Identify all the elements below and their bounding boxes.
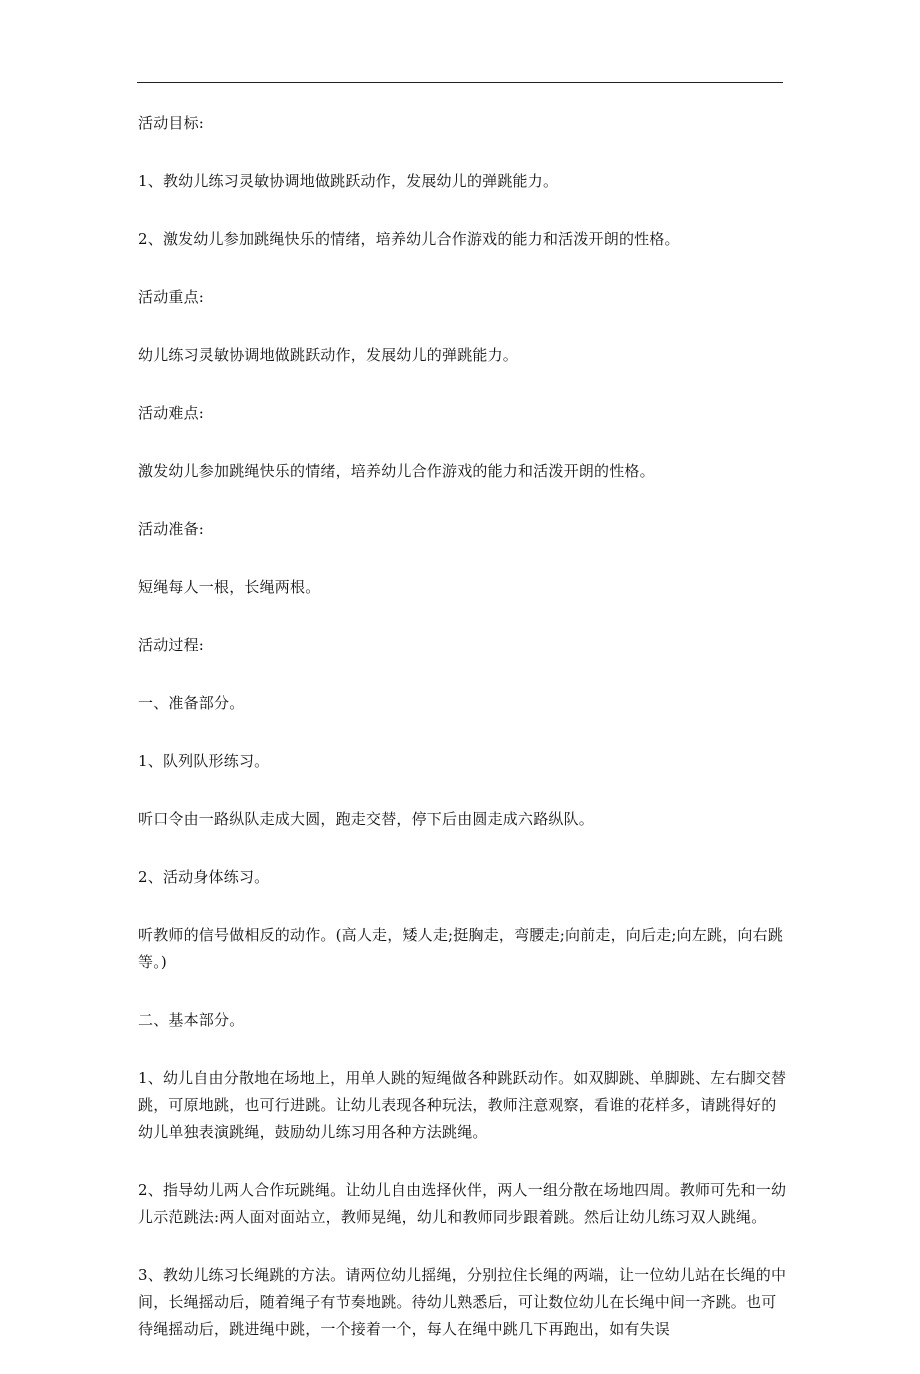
difficulty-text: 激发幼儿参加跳绳快乐的情绪，培养幼儿合作游戏的能力和活泼开朗的性格。 bbox=[138, 462, 655, 480]
section-heading-key-points: 活动重点: bbox=[138, 288, 205, 306]
section-heading-preparation: 活动准备: bbox=[138, 520, 205, 538]
objective-item-2: 2、激发幼儿参加跳绳快乐的情绪，培养幼儿合作游戏的能力和活泼开朗的性格。 bbox=[138, 230, 680, 248]
document-body bbox=[138, 110, 788, 1374]
process-step-2-3-text: 3、教幼儿练习长绳跳的方法。请两位幼儿摇绳，分别拉住长绳的两端，让一位幼儿站在长绳的中间，长绳摇动后，随着绳子有节奏地跳。待幼儿熟悉后，可让数位幼儿在长绳中间一齐跳。也可待绳摇动后，跳进绳中跳，一个接着一个，每人在绳中跳几下再跑出，如有失误 bbox=[138, 1266, 787, 1338]
process-step-2-2-text: 2、指导幼儿两人合作玩跳绳。让幼儿自由选择伙伴，两人一组分散在场地四周。教师可先和一幼儿示范跳法:两人面对面站立，教师晃绳，幼儿和教师同步跟着跳。然后让幼儿练习双人跳绳。 bbox=[138, 1181, 787, 1226]
process-step-2-1-text: 1、幼儿自由分散地在场地上，用单人跳的短绳做各种跳跃动作。如双脚跳、单脚跳、左右脚交替跳，可原地跳，也可行进跳。让幼儿表现各种玩法，教师注意观察，看谁的花样多，请跳得好的幼儿单独表演跳绳，鼓励幼儿练习用各种方法跳绳。 bbox=[138, 1069, 787, 1141]
preparation-text: 短绳每人一根，长绳两根。 bbox=[138, 578, 321, 596]
section-heading-objectives: 活动目标: bbox=[138, 114, 205, 132]
header-rule bbox=[137, 82, 783, 83]
objective-item-1: 1、教幼儿练习灵敏协调地做跳跃动作，发展幼儿的弹跳能力。 bbox=[138, 172, 559, 190]
section-heading-difficulties: 活动难点: bbox=[138, 404, 205, 422]
process-step-1-2: 2、活动身体练习。 bbox=[138, 868, 270, 886]
process-part-2-heading: 二、基本部分。 bbox=[138, 1011, 245, 1029]
process-part-1-heading: 一、准备部分。 bbox=[138, 694, 245, 712]
process-step-1-1: 1、队列队形练习。 bbox=[138, 752, 270, 770]
section-heading-process: 活动过程: bbox=[138, 636, 205, 654]
process-step-1-1-text: 听口令由一路纵队走成大圆，跑走交替，停下后由圆走成六路纵队。 bbox=[138, 810, 595, 828]
key-point-text: 幼儿练习灵敏协调地做跳跃动作，发展幼儿的弹跳能力。 bbox=[138, 346, 519, 364]
process-step-1-2-text: 听教师的信号做相反的动作。(高人走，矮人走;挺胸走，弯腰走;向前走，向后走;向左跳，向右跳等。) bbox=[138, 926, 784, 971]
